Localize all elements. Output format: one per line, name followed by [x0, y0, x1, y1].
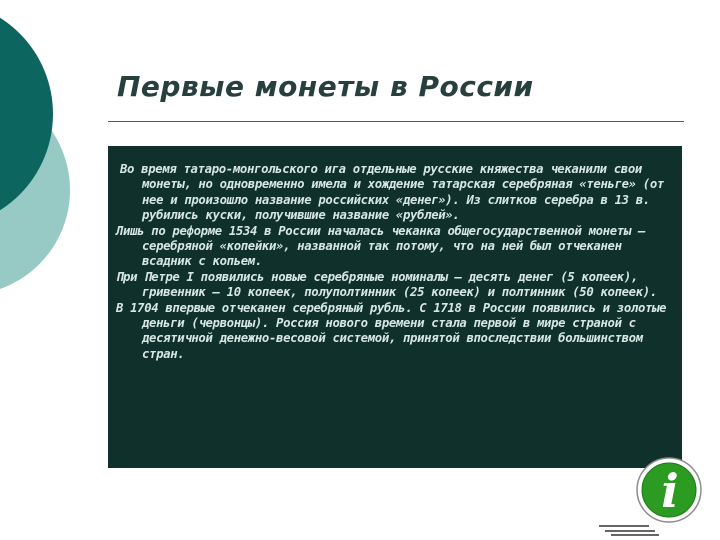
paragraph-reform-1534: Лишь по реформе 1534 в России началась чеканка общегосударственной монеты — серебряной «копейки», названной так потому, что на ней был отчеканен всадник с копьем. [116, 223, 646, 269]
paragraph-ruble-1704: В 1704 впервые отчеканен серебряный рубль. С 1718 в России появились и золотые деньги (червонцы). Россия нового времени стала первой в мире страной с десятичной денежно-весовой системой, принятой впоследствии большинством стран. [116, 300, 667, 361]
paragraph-peter-first: При Петре I появились новые серебряные номиналы — десять денег (5 копеек), гривенник — 10 копеек, полуполтинник (25 копеек) и полтинник (50 копеек). [116, 269, 657, 300]
paragraph-tatar-coins: Во время татаро-монгольского ига отдельные русские княжества чеканили свои монеты, но одновременно имела и хождение татарская серебряная «теньге» (от нее и произошло название российских «денег»). Из слитков серебра в 13 в. рубились куски, получившие название «рублей». [120, 162, 664, 223]
info-glyph: i [661, 464, 679, 518]
slide-title: Первые монеты в России [117, 70, 534, 103]
info-icon[interactable] [635, 456, 703, 524]
title-underline [108, 121, 684, 122]
content-box [108, 146, 682, 468]
